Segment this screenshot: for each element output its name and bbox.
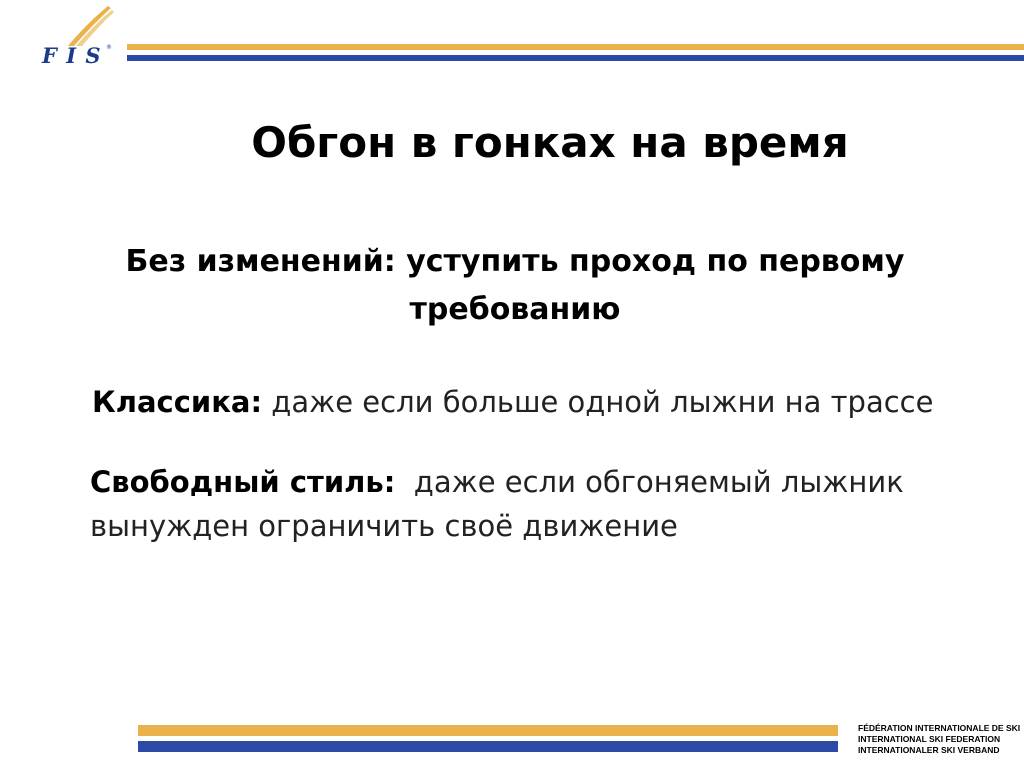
fis-swoosh-icon bbox=[38, 6, 122, 46]
fis-logo-text: F I S bbox=[42, 43, 102, 68]
slide-subtitle: Без изменений: уступить проход по первому требованию bbox=[125, 244, 905, 327]
federation-name-fr: FÉDÉRATION INTERNATIONALE DE SKI bbox=[858, 723, 1021, 733]
federation-name-de: INTERNATIONALER SKI VERBAND bbox=[858, 745, 1000, 755]
freestyle-label: Свободный стиль: bbox=[90, 465, 396, 499]
slide-title: Обгон в гонках на время bbox=[251, 118, 849, 167]
header-gold-stripe bbox=[127, 44, 1024, 50]
classic-label: Классика: bbox=[92, 385, 263, 419]
registered-mark: ® bbox=[106, 44, 112, 51]
federation-name-en: INTERNATIONAL SKI FEDERATION bbox=[858, 734, 1001, 744]
fis-logo bbox=[38, 6, 122, 66]
freestyle-paragraph bbox=[90, 460, 990, 548]
footer-gold-stripe bbox=[138, 725, 838, 736]
classic-text: даже если больше одной лыжни на трассе bbox=[262, 385, 934, 419]
federation-names bbox=[858, 723, 1020, 756]
header-blue-stripe bbox=[127, 55, 1024, 61]
footer-blue-stripe bbox=[138, 741, 838, 752]
classic-paragraph bbox=[92, 380, 933, 424]
freestyle-text: даже если обгоняемый лыжник вынужден ограничить своё движение bbox=[90, 465, 913, 543]
